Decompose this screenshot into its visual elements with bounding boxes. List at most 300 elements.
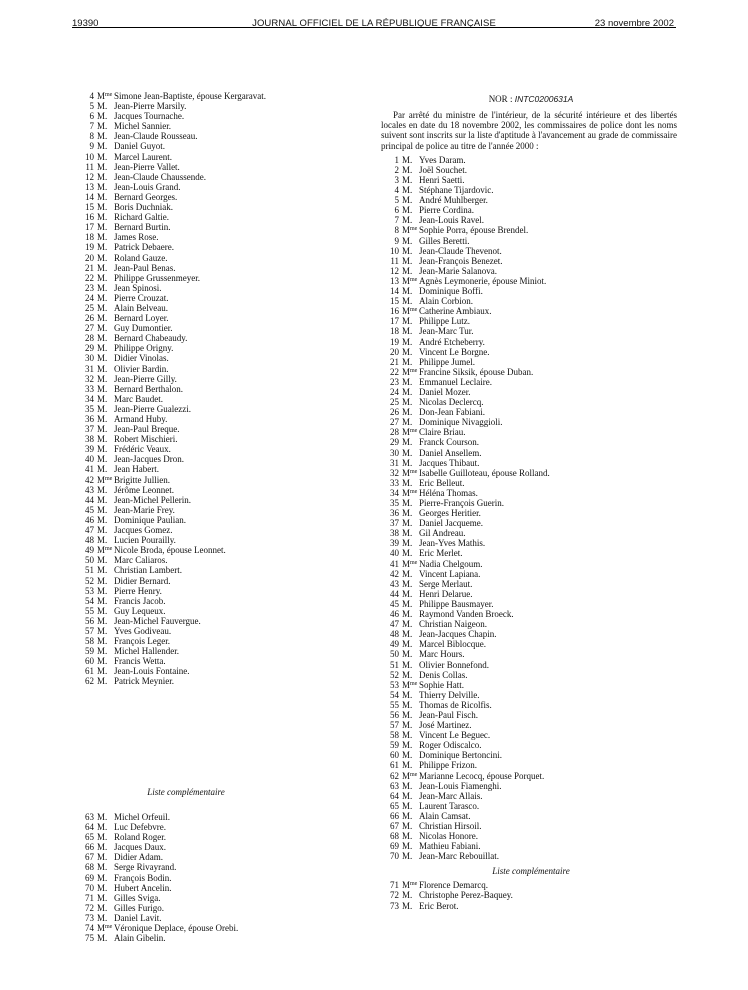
entry-name: Bernard Chabeaudy.: [114, 333, 188, 344]
entry-civility: M.: [97, 535, 108, 546]
entry-number: 15: [85, 202, 94, 213]
entry-name: Stéphane Tijardovic.: [419, 185, 494, 196]
entry-name: Pierre Cordina.: [419, 205, 474, 216]
entry-civility: M.: [402, 417, 413, 428]
entry-name: Thierry Delville.: [419, 689, 480, 700]
entry-name: Daniel Ansellem.: [419, 447, 482, 458]
entry-name: Serge Merlaut.: [419, 578, 473, 589]
entry-civility: M.: [402, 457, 413, 468]
list-item: [381, 538, 681, 548]
entry-name: Jean-Marc Rebouillat.: [419, 851, 499, 862]
entry-number: 64: [85, 822, 94, 833]
entry-name: Jean-Pierre Gilly.: [114, 373, 177, 384]
entry-name: Hubert Ancelin.: [114, 882, 172, 893]
entry-number: 7: [394, 215, 399, 226]
entry-civility: M.: [97, 161, 108, 172]
entry-number: 32: [390, 467, 399, 478]
entry-name: Franck Courson.: [419, 437, 479, 448]
entry-civility: M.: [402, 609, 413, 620]
entry-name: Jean-Louis Fontaine.: [114, 666, 190, 677]
list-item: [381, 508, 681, 518]
entry-name: Jean-Michel Pellerin.: [114, 494, 191, 505]
entry-name: Marc Baudet.: [114, 393, 163, 404]
entry-civility: M.: [402, 356, 413, 367]
entry-number: 33: [390, 477, 399, 488]
entry-number: 39: [390, 538, 399, 549]
entry-name: Jean-Louis Ravel.: [419, 215, 484, 226]
entry-name: Eric Belleut.: [419, 477, 465, 488]
entry-number: 72: [390, 890, 399, 901]
entry-civility: M.: [97, 343, 108, 354]
entry-number: 50: [85, 555, 94, 566]
entry-civility: M.: [97, 595, 108, 606]
list-item: [381, 427, 681, 437]
entry-name: Jean Habert.: [114, 464, 159, 475]
list-item: [76, 933, 376, 943]
entry-civility: M.: [97, 933, 108, 944]
entry-number: 2: [394, 164, 399, 175]
entry-name: Guy Dumontier.: [114, 323, 173, 334]
entry-number: 10: [85, 151, 94, 162]
entry-civility: M.: [402, 376, 413, 387]
entry-civility: M.: [402, 720, 413, 731]
list-item: [381, 458, 681, 468]
entry-civility: $M^{me}$: [97, 474, 113, 485]
list-item: [76, 656, 376, 666]
entry-number: 42: [85, 474, 94, 485]
entry-civility: M.: [402, 538, 413, 549]
entry-civility: M.: [97, 494, 108, 505]
list-item: [381, 276, 681, 286]
list-item: [76, 283, 376, 293]
entry-name: Jean-Claude Rousseau.: [114, 131, 198, 142]
list-item: [76, 596, 376, 606]
entry-name: Claire Briau.: [419, 427, 466, 438]
entry-name: Isabelle Guilloteau, épouse Rolland.: [419, 467, 550, 478]
entry-civility: M.: [402, 900, 413, 911]
list-item: [381, 680, 681, 690]
entry-civility: M.: [402, 669, 413, 680]
entry-number: 26: [85, 313, 94, 324]
page-number: 19390: [72, 18, 99, 29]
entry-name: Olivier Bonnefond.: [419, 659, 489, 670]
entry-number: 6: [89, 111, 94, 122]
entry-number: 65: [85, 832, 94, 843]
list-item: [76, 323, 376, 333]
list-item: [76, 384, 376, 394]
entry-name: Dominique Paulian.: [114, 514, 186, 525]
entry-number: 17: [390, 316, 399, 327]
list-item: [381, 579, 681, 589]
entry-name: Jean-Jacques Dron.: [114, 454, 184, 465]
entry-name: Boris Duchniak.: [114, 202, 173, 213]
entry-name: Jean-Paul Fisch.: [419, 709, 478, 720]
entry-name: Bernard Burtin.: [114, 222, 171, 233]
list-item: [381, 357, 681, 367]
entry-civility: M.: [97, 504, 108, 515]
entry-name: Simone Jean-Baptiste, épouse Kergaravat.: [114, 91, 267, 101]
entry-name: Don-Jean Fabiani.: [419, 407, 485, 418]
entry-name: Christian Naigeon.: [419, 619, 487, 630]
list-item: [381, 175, 681, 185]
entry-civility: M.: [97, 252, 108, 263]
entry-civility: M.: [97, 181, 108, 192]
list-item: [381, 660, 681, 670]
list-item: [381, 619, 681, 629]
list-item: [76, 626, 376, 636]
entry-number: 61: [390, 760, 399, 771]
entry-name: Bernard Loyer.: [114, 313, 169, 324]
entry-name: Philippe Frizon.: [419, 760, 477, 771]
list-item: [381, 215, 681, 225]
entry-name: Dominique Boffi.: [419, 286, 483, 297]
entry-number: 25: [85, 302, 94, 313]
list-item: [381, 589, 681, 599]
entry-name: Marc Hours.: [419, 649, 465, 660]
entry-civility: M.: [402, 164, 413, 175]
entry-name: Georges Heritier.: [419, 508, 481, 519]
entry-civility: M.: [97, 363, 108, 374]
entry-name: François Bodin.: [114, 872, 172, 883]
entry-civility: M.: [402, 730, 413, 741]
entry-civility: M.: [97, 525, 108, 536]
entry-number: 35: [85, 403, 94, 414]
list-item: [381, 609, 681, 619]
entry-number: 26: [390, 407, 399, 418]
entry-civility: M.: [402, 185, 413, 196]
entry-civility: M.: [402, 598, 413, 609]
entry-number: 14: [390, 286, 399, 297]
entry-civility: M.: [97, 121, 108, 132]
nor-code: INTC0200631A: [514, 94, 574, 104]
entry-civility: M.: [97, 323, 108, 334]
list-item: [76, 162, 376, 172]
list-item: [76, 253, 376, 263]
list-item: [381, 296, 681, 306]
list-item: [381, 367, 681, 377]
entry-number: 18: [390, 326, 399, 337]
entry-number: 11: [390, 255, 399, 266]
list-item: [381, 417, 681, 427]
entry-number: 29: [390, 437, 399, 448]
left-main-list: [76, 91, 376, 687]
entry-civility: M.: [402, 326, 413, 337]
entry-name: Gilles Furigo.: [114, 902, 165, 913]
entry-name: Michel Orfeuil.: [114, 812, 170, 822]
entry-civility: M.: [402, 255, 413, 266]
entry-civility: M.: [97, 171, 108, 182]
list-item: [76, 424, 376, 434]
entry-name: Laurent Tarasco.: [419, 800, 480, 811]
entry-civility: $M^{me}$: [402, 427, 418, 438]
list-item: [76, 222, 376, 232]
entry-number: 54: [390, 689, 399, 700]
list-item: [76, 303, 376, 313]
entry-number: 56: [85, 615, 94, 626]
list-item: [381, 185, 681, 195]
entry-number: 17: [85, 222, 94, 233]
list-item: [381, 437, 681, 447]
entry-name: Jean-Michel Fauvergue.: [114, 615, 201, 626]
entry-name: Héléna Thomas.: [419, 487, 478, 498]
entry-civility: M.: [97, 892, 108, 903]
entry-name: Daniel Mozer.: [419, 386, 471, 397]
entry-civility: M.: [402, 689, 413, 700]
entry-number: 27: [390, 417, 399, 428]
entry-name: Roger Odiscalco.: [419, 740, 482, 751]
list-item: [76, 565, 376, 575]
list-item: [381, 498, 681, 508]
list-item: [76, 464, 376, 474]
list-item: [76, 353, 376, 363]
list-item: [381, 639, 681, 649]
header-rule: [72, 27, 676, 28]
entry-number: 34: [390, 487, 399, 498]
list-item: [381, 488, 681, 498]
entry-number: 5: [394, 195, 399, 206]
entry-name: Luc Defebvre.: [114, 822, 166, 833]
list-item: [76, 822, 376, 832]
entry-civility: $M^{me}$: [402, 467, 418, 478]
entry-name: Dominique Nivaggioli.: [419, 417, 503, 428]
nor-reference: [381, 94, 681, 104]
entry-name: Jean-Paul Benas.: [114, 262, 176, 273]
list-item: [381, 700, 681, 710]
entry-civility: M.: [97, 313, 108, 324]
entry-name: Nadia Chelgoum.: [419, 558, 483, 569]
entry-name: Michel Hallender.: [114, 646, 179, 657]
list-item: [76, 545, 376, 555]
list-item: [76, 394, 376, 404]
list-item: [381, 448, 681, 458]
entry-civility: M.: [402, 265, 413, 276]
entry-civility: M.: [97, 636, 108, 647]
entry-number: 18: [85, 232, 94, 243]
list-item: [76, 862, 376, 872]
journal-title: JOURNAL OFFICIEL DE LA RÉPUBLIQUE FRANÇAISE: [252, 18, 496, 29]
list-item: [381, 801, 681, 811]
entry-name: Alain Camsat.: [419, 810, 471, 821]
entry-number: 11: [85, 161, 94, 172]
list-item: [381, 387, 681, 397]
entry-civility: M.: [402, 790, 413, 801]
entry-number: 38: [390, 528, 399, 539]
list-item: [76, 873, 376, 883]
entry-civility: M.: [402, 821, 413, 831]
list-item: [381, 165, 681, 175]
list-item: [76, 555, 376, 565]
entry-civility: $M^{me}$: [402, 770, 418, 781]
entry-number: 45: [390, 598, 399, 609]
list-item: [76, 182, 376, 192]
list-item: [381, 821, 681, 831]
list-item: [381, 710, 681, 720]
entry-number: 34: [85, 393, 94, 404]
list-item: [381, 286, 681, 296]
entry-number: 9: [89, 141, 94, 152]
left-complementary-heading: Liste complémentaire: [147, 787, 225, 797]
entry-name: Joël Souchet.: [419, 164, 467, 175]
entry-name: Jean-Marie Salanova.: [419, 265, 497, 276]
list-item: [381, 720, 681, 730]
entry-number: 43: [85, 484, 94, 495]
entry-name: Robert Mischieri.: [114, 434, 178, 445]
entry-name: Jean-Marc Allais.: [419, 790, 483, 801]
list-item: [381, 225, 681, 235]
entry-civility: M.: [97, 585, 108, 596]
list-item: [76, 646, 376, 656]
list-item: [76, 616, 376, 626]
list-item: [381, 771, 681, 781]
entry-number: 69: [85, 872, 94, 883]
entry-name: Olivier Bardin.: [114, 363, 169, 374]
list-item: [381, 155, 681, 165]
entry-civility: $M^{me}$: [97, 91, 113, 101]
entry-name: Pierre Henry.: [114, 585, 162, 596]
entry-name: Philippe Jumel.: [419, 356, 475, 367]
entry-civility: M.: [402, 619, 413, 630]
entry-civility: M.: [97, 454, 108, 465]
list-item: [381, 195, 681, 205]
entry-civility: M.: [97, 514, 108, 525]
entry-civility: M.: [97, 383, 108, 394]
list-item: [381, 880, 681, 890]
entry-name: Philippe Lutz.: [419, 316, 470, 327]
entry-number: 19: [390, 336, 399, 347]
entry-civility: M.: [402, 568, 413, 579]
entry-number: 28: [390, 427, 399, 438]
entry-name: Jean-Yves Mathis.: [419, 538, 486, 549]
entry-name: Francis Jacob.: [114, 595, 166, 606]
entry-number: 13: [85, 181, 94, 192]
list-item: [381, 760, 681, 770]
entry-civility: M.: [402, 649, 413, 660]
entry-number: 53: [390, 679, 399, 690]
entry-number: 25: [390, 397, 399, 408]
entry-civility: M.: [402, 235, 413, 246]
entry-civility: M.: [402, 518, 413, 529]
entry-number: 70: [85, 882, 94, 893]
entry-civility: M.: [402, 336, 413, 347]
entry-civility: M.: [402, 175, 413, 185]
entry-civility: M.: [97, 862, 108, 873]
entry-name: Véronique Deplace, épouse Orebi.: [114, 923, 239, 934]
left-column: [76, 91, 376, 687]
entry-civility: $M^{me}$: [97, 545, 113, 556]
list-item: [381, 831, 681, 841]
list-item: [381, 811, 681, 821]
entry-number: 54: [85, 595, 94, 606]
entry-name: Jean-Marie Frey.: [114, 504, 175, 515]
entry-name: Bernard Georges.: [114, 191, 178, 202]
entry-number: 51: [390, 659, 399, 670]
entry-civility: M.: [97, 912, 108, 923]
entry-number: 55: [390, 699, 399, 710]
entry-civility: M.: [97, 242, 108, 253]
entry-civility: M.: [97, 605, 108, 616]
entry-civility: M.: [97, 302, 108, 313]
entry-civility: M.: [97, 424, 108, 435]
entry-number: 40: [85, 454, 94, 465]
entry-number: 36: [85, 414, 94, 424]
entry-number: 50: [390, 649, 399, 660]
entry-name: Yves Daram.: [419, 154, 466, 165]
entry-civility: M.: [402, 851, 413, 862]
entry-name: Nicolas Honore.: [419, 831, 478, 842]
list-item: [76, 495, 376, 505]
entry-name: Pierre Crouzat.: [114, 292, 169, 303]
entry-number: 57: [390, 720, 399, 731]
entry-number: 58: [390, 730, 399, 741]
entry-number: 58: [85, 636, 94, 647]
entry-number: 51: [85, 565, 94, 576]
entry-name: Patrick Debaere.: [114, 242, 174, 253]
entry-number: 66: [390, 810, 399, 821]
list-item: [76, 273, 376, 283]
entry-number: 36: [390, 508, 399, 519]
entry-civility: M.: [97, 292, 108, 303]
list-item: [76, 525, 376, 535]
entry-civility: M.: [402, 760, 413, 771]
entry-name: Frédéric Veaux.: [114, 444, 171, 455]
page-header: [0, 8, 748, 28]
entry-number: 7: [89, 121, 94, 132]
list-item: [76, 242, 376, 252]
entry-name: Daniel Guyot.: [114, 141, 165, 152]
list-item: [381, 246, 681, 256]
entry-civility: M.: [97, 615, 108, 626]
entry-number: 73: [85, 912, 94, 923]
entry-civility: M.: [97, 822, 108, 833]
list-item: [76, 101, 376, 111]
entry-civility: M.: [402, 316, 413, 327]
entry-name: Philippe Origny.: [114, 343, 174, 354]
entry-name: Eric Merlet.: [419, 548, 463, 559]
list-item: [76, 434, 376, 444]
entry-number: 62: [390, 770, 399, 781]
list-item: [381, 890, 681, 900]
entry-civility: $M^{me}$: [402, 487, 418, 498]
entry-number: 23: [390, 376, 399, 387]
entry-civility: M.: [402, 578, 413, 589]
entry-civility: M.: [402, 245, 413, 256]
entry-civility: M.: [402, 407, 413, 418]
entry-number: 14: [85, 191, 94, 202]
entry-civility: M.: [97, 842, 108, 853]
list-item: [381, 548, 681, 558]
list-item: [381, 518, 681, 528]
entry-name: Didier Bernard.: [114, 575, 171, 586]
entry-name: Jean-Pierre Marsily.: [114, 101, 187, 112]
entry-civility: M.: [402, 205, 413, 216]
entry-name: James Rose.: [114, 232, 159, 243]
list-item: [76, 263, 376, 273]
nor-label: NOR :: [488, 94, 513, 104]
right-main-list: [381, 155, 681, 862]
entry-name: Thomas de Ricolfis.: [419, 699, 492, 710]
entry-number: 68: [85, 862, 94, 873]
entry-number: 41: [85, 464, 94, 475]
entry-name: Marcel Laurent.: [114, 151, 172, 162]
entry-civility: M.: [402, 397, 413, 408]
entry-number: 4: [394, 185, 399, 196]
entry-number: 24: [85, 292, 94, 303]
entry-civility: $M^{me}$: [402, 679, 418, 690]
list-item: [76, 374, 376, 384]
entry-name: Vincent Le Borgne.: [419, 346, 490, 357]
list-item: [381, 205, 681, 215]
entry-civility: M.: [97, 434, 108, 445]
